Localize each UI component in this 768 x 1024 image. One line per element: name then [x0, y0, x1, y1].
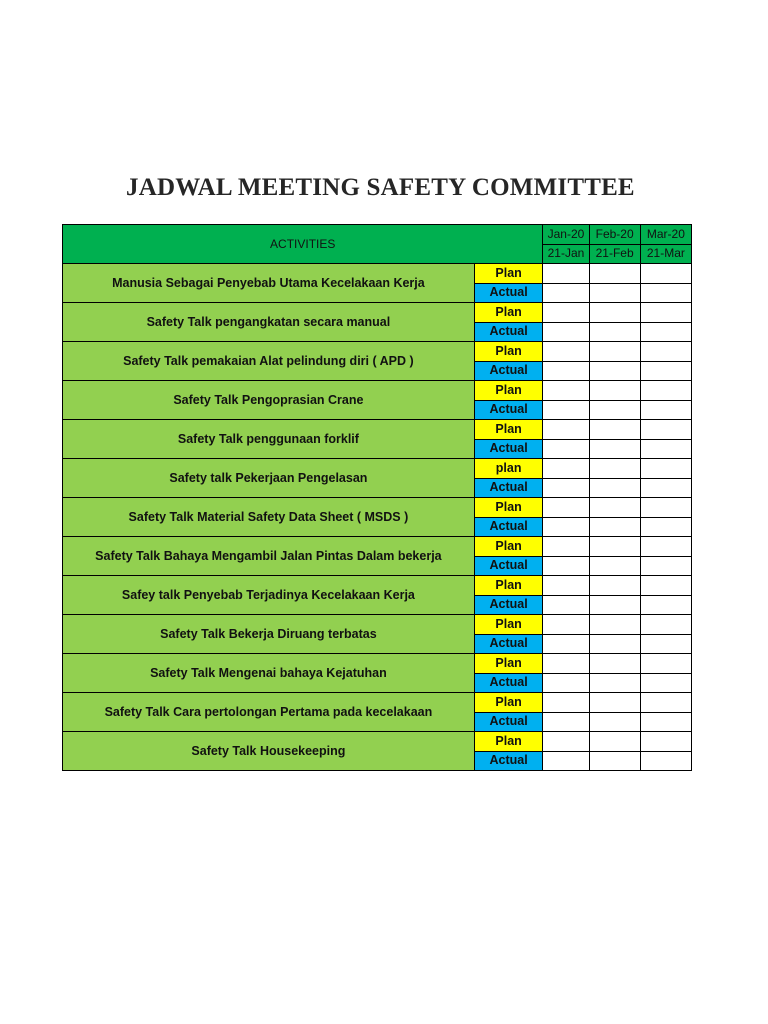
schedule-cell[interactable]: [589, 264, 640, 284]
schedule-cell[interactable]: [543, 556, 589, 576]
schedule-cell[interactable]: [589, 654, 640, 674]
schedule-cell[interactable]: [640, 303, 691, 323]
activity-name: Manusia Sebagai Penyebab Utama Kecelakaan Kerja: [63, 264, 475, 303]
plan-label: Plan: [474, 381, 543, 401]
schedule-cell[interactable]: [640, 517, 691, 537]
schedule-sheet: [62, 224, 685, 770]
schedule-cell[interactable]: [589, 498, 640, 518]
schedule-cell[interactable]: [589, 517, 640, 537]
activity-name: Safety Talk Mengenai bahaya Kejatuhan: [63, 654, 475, 693]
month-header-bottom: 21-Feb: [589, 244, 640, 264]
activity-name: Safety Talk Pengoprasian Crane: [63, 381, 475, 420]
schedule-cell[interactable]: [640, 732, 691, 752]
schedule-cell[interactable]: [640, 322, 691, 342]
schedule-cell[interactable]: [640, 361, 691, 381]
schedule-cell[interactable]: [589, 693, 640, 713]
activity-rows: [63, 264, 692, 771]
actual-label: Actual: [474, 556, 543, 576]
schedule-cell[interactable]: [640, 537, 691, 557]
plan-row: [63, 537, 692, 557]
plan-label: Plan: [474, 654, 543, 674]
schedule-cell[interactable]: [543, 303, 589, 323]
schedule-cell[interactable]: [543, 654, 589, 674]
activity-name: Safety talk Pekerjaan Pengelasan: [63, 459, 475, 498]
schedule-cell[interactable]: [543, 517, 589, 537]
schedule-cell[interactable]: [640, 654, 691, 674]
schedule-cell[interactable]: [589, 537, 640, 557]
month-header-bottom: 21-Mar: [640, 244, 691, 264]
schedule-cell[interactable]: [640, 264, 691, 284]
schedule-cell[interactable]: [589, 751, 640, 771]
actual-label: Actual: [474, 283, 543, 303]
schedule-cell[interactable]: [589, 283, 640, 303]
schedule-cell[interactable]: [640, 342, 691, 362]
plan-row: [63, 576, 692, 596]
schedule-cell[interactable]: [589, 420, 640, 440]
schedule-cell[interactable]: [543, 537, 589, 557]
schedule-cell[interactable]: [589, 459, 640, 479]
schedule-cell[interactable]: [640, 381, 691, 401]
plan-row: [63, 732, 692, 752]
schedule-cell[interactable]: [640, 712, 691, 732]
schedule-cell[interactable]: [640, 595, 691, 615]
activity-name: Safety Talk Cara pertolongan Pertama pada kecelakaan: [63, 693, 475, 732]
schedule-cell[interactable]: [543, 576, 589, 596]
month-header-bottom: 21-Jan: [543, 244, 589, 264]
actual-label: Actual: [474, 322, 543, 342]
schedule-table: [62, 224, 692, 771]
schedule-cell[interactable]: [589, 400, 640, 420]
schedule-cell[interactable]: [589, 439, 640, 459]
schedule-cell[interactable]: [589, 556, 640, 576]
plan-row: [63, 498, 692, 518]
schedule-cell[interactable]: [543, 732, 589, 752]
plan-row: [63, 693, 692, 713]
plan-label: Plan: [474, 732, 543, 752]
schedule-cell[interactable]: [543, 381, 589, 401]
header-row-months: [63, 225, 692, 245]
schedule-cell[interactable]: [543, 751, 589, 771]
page-title: JADWAL MEETING SAFETY COMMITTEE: [126, 174, 635, 201]
schedule-cell[interactable]: [543, 595, 589, 615]
schedule-cell[interactable]: [543, 322, 589, 342]
schedule-cell[interactable]: [640, 634, 691, 654]
plan-row: [63, 459, 692, 479]
schedule-cell[interactable]: [640, 478, 691, 498]
plan-row: [63, 342, 692, 362]
activity-name: Safety Talk pemakaian Alat pelindung diri ( APD ): [63, 342, 475, 381]
actual-label: Actual: [474, 595, 543, 615]
schedule-cell[interactable]: [543, 439, 589, 459]
schedule-cell[interactable]: [543, 478, 589, 498]
activity-name: Safety Talk Bekerja Diruang terbatas: [63, 615, 475, 654]
plan-label: Plan: [474, 537, 543, 557]
plan-label: plan: [474, 459, 543, 479]
schedule-cell[interactable]: [543, 634, 589, 654]
schedule-cell[interactable]: [640, 439, 691, 459]
schedule-cell[interactable]: [640, 673, 691, 693]
actual-label: Actual: [474, 673, 543, 693]
plan-row: [63, 615, 692, 635]
actual-label: Actual: [474, 361, 543, 381]
schedule-cell[interactable]: [589, 732, 640, 752]
plan-label: Plan: [474, 576, 543, 596]
schedule-cell[interactable]: [543, 693, 589, 713]
plan-label: Plan: [474, 615, 543, 635]
activities-header: ACTIVITIES: [63, 225, 543, 264]
schedule-cell[interactable]: [543, 342, 589, 362]
schedule-cell[interactable]: [589, 342, 640, 362]
month-header-top: Mar-20: [640, 225, 691, 245]
schedule-cell[interactable]: [640, 283, 691, 303]
schedule-cell[interactable]: [589, 478, 640, 498]
plan-label: Plan: [474, 342, 543, 362]
actual-label: Actual: [474, 400, 543, 420]
schedule-cell[interactable]: [640, 693, 691, 713]
schedule-cell[interactable]: [640, 615, 691, 635]
schedule-cell[interactable]: [543, 498, 589, 518]
plan-row: [63, 303, 692, 323]
schedule-cell[interactable]: [589, 615, 640, 635]
schedule-cell[interactable]: [543, 264, 589, 284]
plan-row: [63, 264, 692, 284]
schedule-cell[interactable]: [589, 712, 640, 732]
plan-label: Plan: [474, 420, 543, 440]
schedule-cell[interactable]: [543, 459, 589, 479]
schedule-cell[interactable]: [640, 751, 691, 771]
plan-row: [63, 654, 692, 674]
actual-label: Actual: [474, 751, 543, 771]
schedule-cell[interactable]: [640, 498, 691, 518]
month-header-top: Feb-20: [589, 225, 640, 245]
schedule-cell[interactable]: [589, 634, 640, 654]
schedule-cell[interactable]: [543, 400, 589, 420]
schedule-cell[interactable]: [589, 322, 640, 342]
plan-label: Plan: [474, 498, 543, 518]
schedule-cell[interactable]: [640, 556, 691, 576]
plan-label: Plan: [474, 303, 543, 323]
month-header-top: Jan-20: [543, 225, 589, 245]
activity-name: Safey talk Penyebab Terjadinya Kecelakaan Kerja: [63, 576, 475, 615]
schedule-cell[interactable]: [589, 595, 640, 615]
schedule-cell[interactable]: [640, 459, 691, 479]
schedule-cell[interactable]: [589, 303, 640, 323]
schedule-cell[interactable]: [640, 420, 691, 440]
plan-row: [63, 381, 692, 401]
actual-label: Actual: [474, 712, 543, 732]
schedule-cell[interactable]: [589, 381, 640, 401]
plan-row: [63, 420, 692, 440]
title-area: [0, 170, 677, 210]
activity-name: Safety Talk pengangkatan secara manual: [63, 303, 475, 342]
actual-label: Actual: [474, 478, 543, 498]
schedule-cell[interactable]: [543, 673, 589, 693]
schedule-cell[interactable]: [543, 283, 589, 303]
schedule-cell[interactable]: [640, 400, 691, 420]
schedule-cell[interactable]: [589, 673, 640, 693]
schedule-cell[interactable]: [589, 361, 640, 381]
schedule-cell[interactable]: [543, 420, 589, 440]
activity-name: Safety Talk Bahaya Mengambil Jalan Pintas Dalam bekerja: [63, 537, 475, 576]
plan-label: Plan: [474, 264, 543, 284]
schedule-cell[interactable]: [589, 576, 640, 596]
plan-label: Plan: [474, 693, 543, 713]
schedule-cell[interactable]: [640, 576, 691, 596]
schedule-cell[interactable]: [543, 712, 589, 732]
schedule-cell[interactable]: [543, 361, 589, 381]
actual-label: Actual: [474, 517, 543, 537]
activity-name: Safety Talk Housekeeping: [63, 732, 475, 771]
schedule-cell[interactable]: [543, 615, 589, 635]
actual-label: Actual: [474, 634, 543, 654]
actual-label: Actual: [474, 439, 543, 459]
activity-name: Safety Talk Material Safety Data Sheet ( MSDS ): [63, 498, 475, 537]
activity-name: Safety Talk penggunaan forklif: [63, 420, 475, 459]
